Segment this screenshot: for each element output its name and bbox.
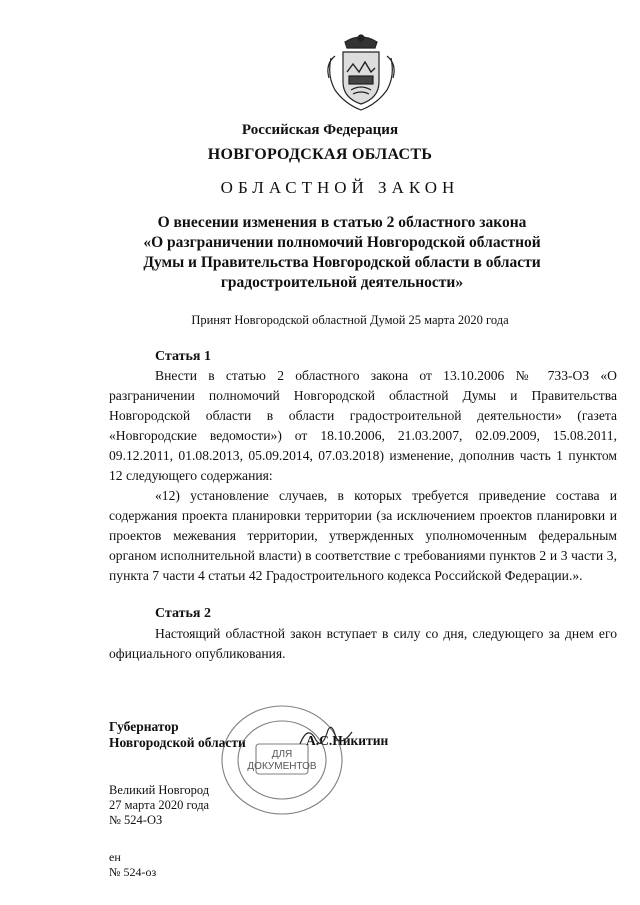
law-title-line: Думы и Правительства Новгородской области в области (143, 254, 541, 271)
signatory-title-line: Новгородской области (109, 735, 246, 750)
country-name: Российская Федерация (241, 122, 399, 138)
footer-number: № 524-оз (109, 865, 157, 879)
place-and-date (109, 783, 209, 828)
signatory-title-line: Губернатор (109, 719, 179, 734)
law-title-line: «О разграничении полномочий Новгородской областной (143, 234, 541, 251)
law-title-line: градостроительной деятельности» (220, 274, 464, 291)
law-title (0, 213, 640, 293)
law-number: № 524-ОЗ (109, 813, 163, 827)
article-1-paragraph: Внести в статью 2 областного закона от 13.10.2006 № 733-ОЗ «О разграничении полномочий Новгородской областной Думы и Правительства Новгородской области в области градостроительной деятельности» (газета «Новгородские ведомости») от 18.10.2006, 21.03.2007, 02.09.2009, 15.08.2011, 09.12.2011, 01.08.2013, 05.09.2014, 07.03.2018) изменение, дополнив часть 1 пунктом 12 следующего содержания: (109, 368, 617, 483)
stamp-text: ДОКУМЕНТОВ (247, 761, 317, 772)
handwritten-signature-icon (296, 722, 356, 750)
document-type: ОБЛАСТНОЙ ЗАКОН (220, 178, 460, 197)
coat-of-arms-icon (323, 32, 399, 114)
law-title-line: О внесении изменения в статью 2 областного закона (157, 214, 527, 231)
place-city: Великий Новгород (109, 783, 210, 797)
article-2-heading: Статья 2 (155, 606, 211, 621)
footer-note (109, 850, 156, 880)
article-1-heading: Статья 1 (155, 349, 211, 364)
article-2-body (109, 624, 617, 664)
region-name: НОВГОРОДСКАЯ ОБЛАСТЬ (207, 146, 433, 163)
footer-initials: ен (109, 850, 121, 864)
stamp-text: ДЛЯ (271, 749, 293, 760)
article-1-body (109, 366, 617, 586)
official-stamp-icon (218, 702, 346, 818)
article-1-paragraph: «12) установление случаев, в которых требуется приведение состава и содержания проекта планировки территории (за исключением проектов планировки и проектов межевания территории, утвержденных уполномоченным федеральным органом исполнительной власти) в соответствие с требованиями пунктов 2 и 3 части 3, пункта 7 части 4 статьи 42 Градостроительного кодекса Российской Федерации.». (109, 488, 617, 583)
signatory-name: А.С.Никитин (306, 733, 389, 748)
adoption-note: Принят Новгородской областной Думой 25 марта 2020 года (191, 313, 509, 327)
article-2-paragraph: Настоящий областной закон вступает в силу со дня, следующего за днем его официального опубликования. (109, 626, 617, 661)
signing-date: 27 марта 2020 года (109, 798, 210, 812)
